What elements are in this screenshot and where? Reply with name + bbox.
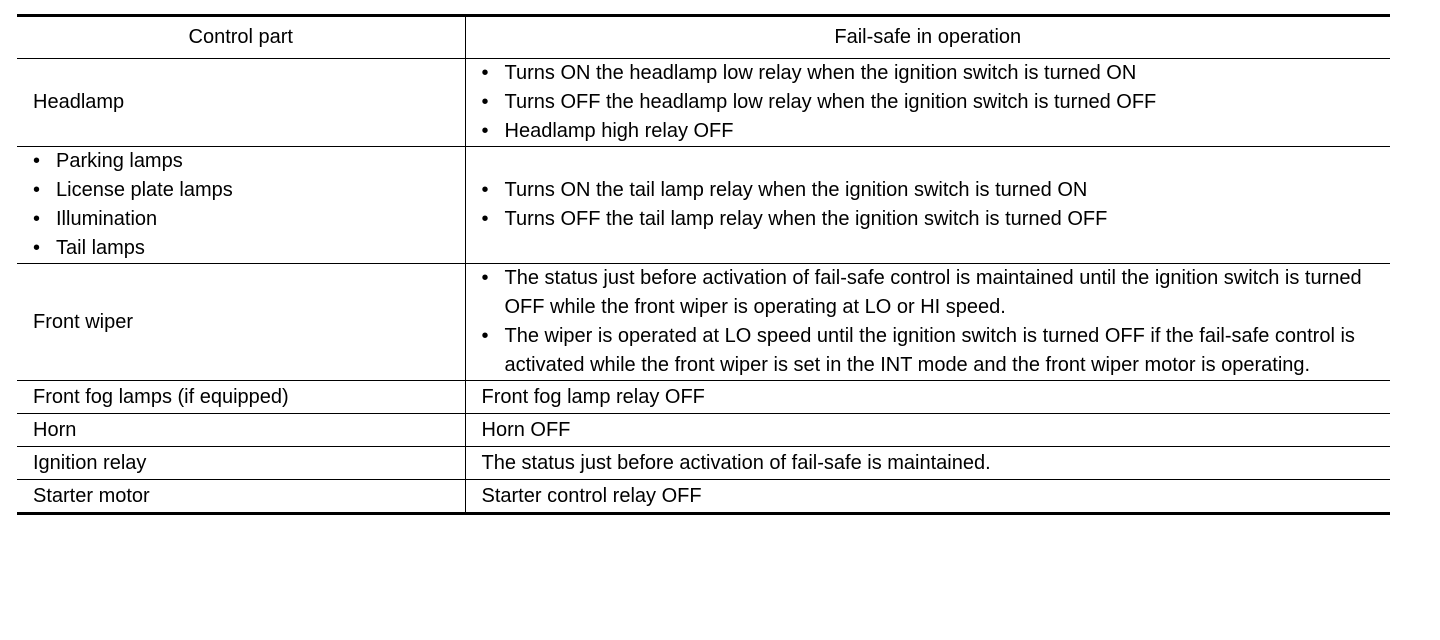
- list-item: [33, 234, 449, 263]
- list-item: [33, 205, 449, 234]
- fail-safe-list: [482, 59, 1375, 146]
- control-part-cell: [17, 147, 465, 264]
- list-item-text: Turns ON the tail lamp relay when the ignition switch is turned ON: [504, 179, 1088, 201]
- list-item-text: License plate lamps: [56, 179, 233, 201]
- fail-safe-cell: [465, 264, 1390, 381]
- table-row-horn: [17, 414, 1390, 447]
- list-item: [482, 264, 1375, 322]
- list-item-text: Turns OFF the tail lamp relay when the ignition switch is turned OFF: [504, 208, 1108, 230]
- list-item: [482, 205, 1375, 234]
- control-part-cell: Ignition relay: [17, 447, 465, 480]
- fail-safe-list: [482, 264, 1375, 380]
- fail-safe-cell: Starter control relay OFF: [465, 480, 1390, 514]
- bullet-icon: •: [481, 208, 489, 230]
- control-part-cell: Front fog lamps (if equipped): [17, 381, 465, 414]
- table-row-ignition-relay: [17, 447, 1390, 480]
- list-item-text: Turns OFF the headlamp low relay when the ignition switch is turned OFF: [504, 91, 1157, 113]
- control-part-cell: Headlamp: [17, 59, 465, 147]
- table-header-row: [17, 16, 1390, 59]
- header-control-part: Control part: [17, 16, 465, 59]
- list-item-text: Turns ON the headlamp low relay when the ignition switch is turned ON: [504, 62, 1137, 84]
- fail-safe-cell: Horn OFF: [465, 414, 1390, 447]
- fail-safe-cell: The status just before activation of fail-safe is maintained.: [465, 447, 1390, 480]
- bullet-icon: •: [33, 150, 41, 172]
- control-part-cell: Front wiper: [17, 264, 465, 381]
- list-item-text: The status just before activation of fail-safe control is maintained until the ignition switch is turned OFF while the front wiper is operating at LO or HI speed.: [504, 267, 1362, 318]
- bullet-icon: •: [33, 208, 41, 230]
- bullet-icon: •: [481, 120, 489, 142]
- list-item-text: Headlamp high relay OFF: [504, 120, 734, 142]
- control-part-cell: Starter motor: [17, 480, 465, 514]
- fail-safe-cell: [465, 59, 1390, 147]
- list-item: [482, 88, 1375, 117]
- header-fail-safe-in-operation: Fail-safe in operation: [465, 16, 1390, 59]
- list-item: [482, 176, 1375, 205]
- list-item: [482, 59, 1375, 88]
- bullet-icon: •: [481, 91, 489, 113]
- bullet-icon: •: [33, 179, 41, 201]
- list-item-text: Illumination: [56, 208, 158, 230]
- list-item-text: Tail lamps: [56, 237, 145, 259]
- table-row-headlamp: [17, 59, 1390, 147]
- bullet-icon: •: [33, 237, 41, 259]
- list-item: [33, 147, 449, 176]
- fail-safe-table: [17, 14, 1390, 515]
- table-row-starter-motor: [17, 480, 1390, 514]
- list-item-text: The wiper is operated at LO speed until the ignition switch is turned OFF if the fail-safe control is activated while the front wiper is set in the INT mode and the front wiper motor is operating.: [504, 325, 1355, 376]
- bullet-icon: •: [481, 62, 489, 84]
- list-item: [33, 176, 449, 205]
- bullet-icon: •: [481, 325, 489, 347]
- control-part-cell: Horn: [17, 414, 465, 447]
- table-row-front-wiper: [17, 264, 1390, 381]
- table-row-tail-lamps-group: [17, 147, 1390, 264]
- control-part-list: [33, 147, 449, 263]
- list-item-text: Parking lamps: [56, 150, 183, 172]
- bullet-icon: •: [481, 179, 489, 201]
- bullet-icon: •: [481, 267, 489, 289]
- fail-safe-cell: Front fog lamp relay OFF: [465, 381, 1390, 414]
- list-item: [482, 117, 1375, 146]
- table-row-front-fog-lamps: [17, 381, 1390, 414]
- list-item: [482, 322, 1375, 380]
- fail-safe-list: [482, 176, 1375, 234]
- fail-safe-cell: [465, 147, 1390, 264]
- fail-safe-table-container: [17, 14, 1390, 515]
